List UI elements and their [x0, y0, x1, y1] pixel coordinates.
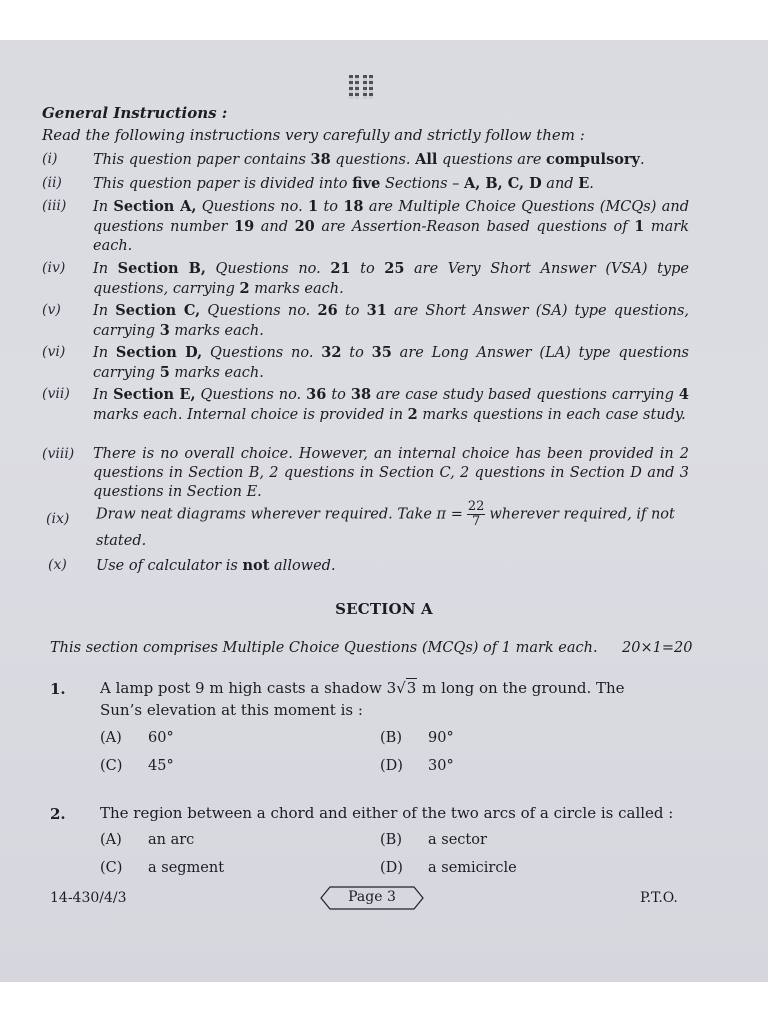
option-label[interactable]: (B): [380, 730, 402, 746]
sqrt-argument: 3: [406, 679, 417, 697]
option-value: a segment: [148, 860, 225, 876]
instruction-text: There is no overall choice. However, an internal choice has been provided in 2 questions in Section B, 2 questions in Section C, 2 questions in Section D and 3 questions in Section E.: [93, 446, 689, 500]
fraction-denominator: 7: [471, 514, 481, 529]
instruction-ix-after: wherever required, if not: [489, 506, 675, 523]
sqrt-coefficient: 3: [386, 679, 397, 697]
option-label[interactable]: (D): [380, 860, 403, 876]
question-text-line2: Sun’s elevation at this moment is :: [100, 701, 363, 719]
question-number: 1.: [50, 680, 66, 698]
instruction-number: (viii): [42, 446, 75, 462]
option-value: 30°: [428, 758, 454, 774]
qr-code-icon: [349, 75, 373, 99]
instruction-ix-line2: stated.: [96, 533, 147, 549]
instruction-number: (i): [42, 151, 58, 167]
option-value: a sector: [428, 832, 487, 848]
option-label[interactable]: (C): [100, 860, 123, 876]
instruction-number: (vii): [42, 386, 70, 402]
option-value: 45°: [148, 758, 174, 774]
sqrt-expression: 3√3: [386, 679, 417, 697]
option-value: a semicircle: [428, 860, 517, 876]
instruction-number: (vi): [42, 344, 66, 360]
instruction-number: (ix): [46, 511, 70, 527]
option-label[interactable]: (B): [380, 832, 402, 848]
instruction-number: (v): [42, 302, 61, 318]
paper-code: 14-430/4/3: [50, 890, 127, 906]
section-marks: 20×1=20: [622, 640, 693, 656]
instruction-text: In Section C, Questions no. 26 to 31 are Short Answer (SA) type questions, carrying 3 marks each.: [93, 302, 690, 339]
instruction-number: (ii): [42, 175, 62, 191]
option-label[interactable]: (C): [100, 758, 123, 774]
option-value: 60°: [148, 730, 174, 746]
instruction-text: This question paper is divided into five Sections – A, B, C, D and E.: [93, 175, 594, 192]
instruction-ix-before: Draw neat diagrams wherever required. Take π =: [96, 506, 463, 523]
option-label[interactable]: (A): [100, 730, 122, 746]
option-value: an arc: [148, 832, 195, 848]
option-label[interactable]: (D): [380, 758, 403, 774]
question-text-part: m long on the ground. The: [422, 679, 625, 697]
question-text: The region between a chord and either of the two arcs of a circle is called :: [100, 804, 674, 822]
instructions-intro: Read the following instructions very carefully and strictly follow them :: [42, 126, 585, 144]
option-label[interactable]: (A): [100, 832, 122, 848]
instruction-number: (x): [48, 557, 67, 573]
question-text-part: A lamp post 9 m high casts a shadow: [100, 679, 382, 697]
question-number: 2.: [50, 805, 66, 823]
instruction-text: In Section E, Questions no. 36 to 38 are case study based questions carrying 4 marks each. Internal choice is provided in 2 marks questions in each case study.: [93, 386, 690, 423]
instruction-text: In Section A, Questions no. 1 to 18 are Multiple Choice Questions (MCQs) and questions number 19 and 20 are Assertion-Reason based questions of 1 mark each.: [93, 198, 689, 254]
page-number: Page 3: [348, 889, 396, 905]
pi-fraction: [467, 500, 486, 529]
instruction-text: In Section D, Questions no. 32 to 35 are Long Answer (LA) type questions carrying 5 marks each.: [93, 344, 689, 381]
instruction-text: Use of calculator is not allowed.: [96, 557, 336, 574]
instruction-text: In Section B, Questions no. 21 to 25 are Very Short Answer (VSA) type questions, carrying 2 marks each.: [93, 260, 689, 297]
instruction-number: (iv): [42, 260, 66, 276]
fraction-numerator: 22: [467, 499, 485, 514]
option-value: 90°: [428, 730, 454, 746]
pto-label: P.T.O.: [640, 890, 678, 906]
instruction-number: (iii): [42, 198, 67, 214]
page-number-tag: [320, 886, 424, 910]
instruction-text: This question paper contains 38 questions. All questions are compulsory.: [93, 151, 645, 168]
question-text: [100, 677, 690, 699]
section-description: This section comprises Multiple Choice Questions (MCQs) of 1 mark each.: [50, 640, 598, 656]
instructions-title: General Instructions :: [42, 104, 228, 122]
section-heading: SECTION A: [335, 600, 433, 618]
instruction-text-pi: [96, 500, 696, 529]
